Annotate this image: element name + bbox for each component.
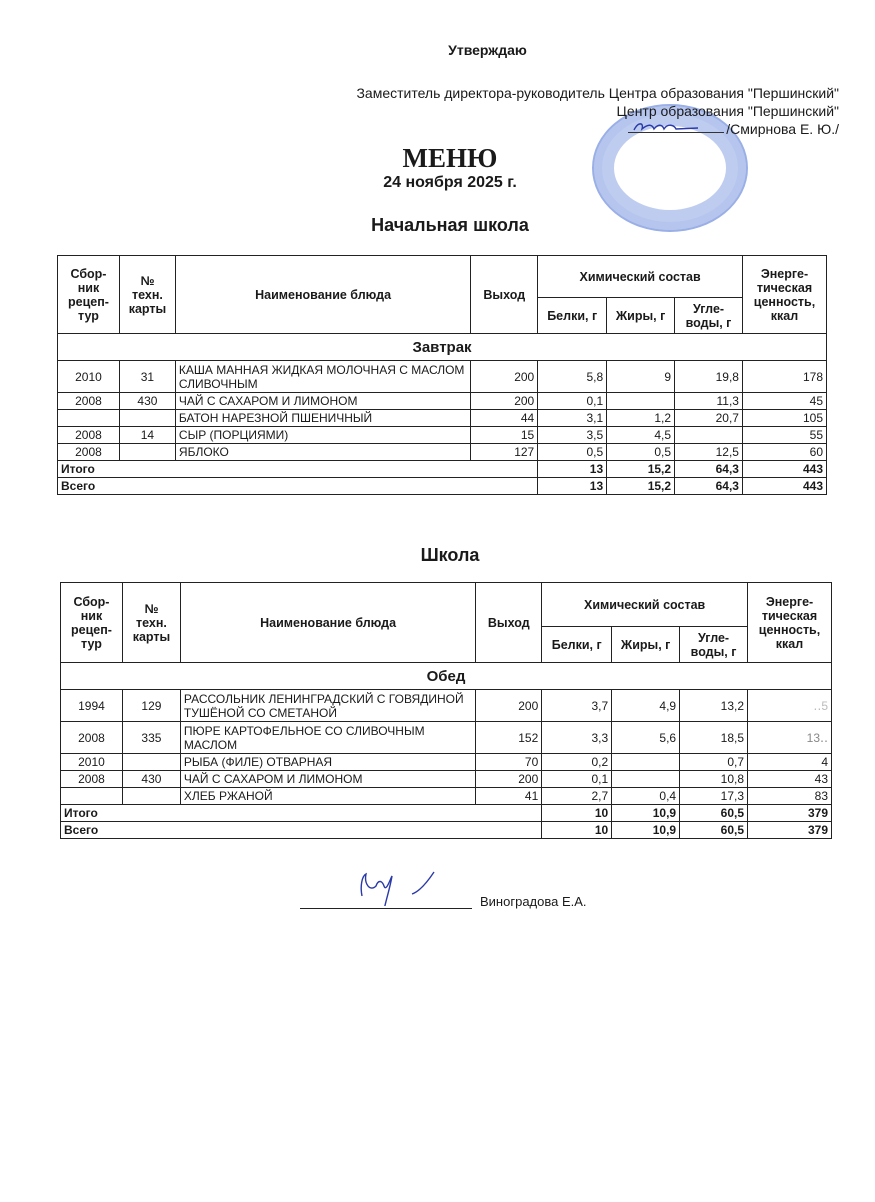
col-protein: Белки, г [542, 627, 612, 663]
approve-label: Утверждаю [448, 42, 527, 58]
signer-name: Виноградова Е.А. [480, 894, 587, 909]
meal-header: Завтрак [58, 334, 827, 361]
col-card: № техн. карты [119, 256, 175, 334]
col-energy: Энерге- тическая ценность, ккал [742, 256, 826, 334]
total-row-itogo: Итого 10 10,9 60,5 379 [61, 805, 832, 822]
table-row: 2008 430 ЧАЙ С САХАРОМ И ЛИМОНОМ 200 0,1 11,3 45 [58, 393, 827, 410]
table-row: 2008 430 ЧАЙ С САХАРОМ И ЛИМОНОМ 200 0,1 10,8 43 [61, 771, 832, 788]
col-dish-name: Наименование блюда [180, 583, 475, 663]
col-fat: Жиры, г [607, 298, 675, 334]
col-carbs: Угле- воды, г [680, 627, 748, 663]
col-chem: Химический состав [542, 583, 748, 627]
col-energy: Энерге- тическая ценность, ккал [748, 583, 832, 663]
footer-signature [300, 888, 600, 909]
table-row: 2008 335 ПЮРЕ КАРТОФЕЛЬНОЕ СО СЛИВОЧНЫМ МАСЛОМ 152 3,3 5,6 18,5 13‥ [61, 722, 832, 754]
col-dish-name: Наименование блюда [175, 256, 470, 334]
table-row: 1994 129 РАССОЛЬНИК ЛЕНИНГРАДСКИЙ С ГОВЯДИНОЙ ТУШЁНОЙ СО СМЕТАНОЙ 200 3,7 4,9 13,2 ‥5 [61, 690, 832, 722]
document-title: МЕНЮ [402, 143, 498, 173]
signature-line [628, 120, 724, 133]
section-title-school: Школа [420, 545, 480, 565]
total-row-itogo: Итого 13 15,2 64,3 443 [58, 461, 827, 478]
approver-block [356, 84, 839, 138]
signature-line [300, 888, 472, 909]
table-row: ХЛЕБ РЖАНОЙ 41 2,7 0,4 17,3 83 [61, 788, 832, 805]
col-collection: Сбор- ник рецеп- тур [61, 583, 123, 663]
col-output: Выход [471, 256, 538, 334]
table-row: 2008 ЯБЛОКО 127 0,5 0,5 12,5 60 [58, 444, 827, 461]
total-row-vsego: Всего 13 15,2 64,3 443 [58, 478, 827, 495]
col-chem: Химический состав [538, 256, 743, 298]
col-fat: Жиры, г [612, 627, 680, 663]
col-carbs: Угле- воды, г [675, 298, 743, 334]
col-collection: Сбор- ник рецеп- тур [58, 256, 120, 334]
col-card: № техн. карты [122, 583, 180, 663]
approver-org: Центр образования "Першинский" [616, 103, 839, 119]
total-row-vsego: Всего 10 10,9 60,5 379 [61, 822, 832, 839]
col-protein: Белки, г [538, 298, 607, 334]
section-title-primary-school: Начальная школа [371, 215, 529, 235]
signature-icon [628, 120, 724, 134]
col-output: Выход [476, 583, 542, 663]
approver-position: Заместитель директора-руководитель Центра образования "Першинский" [356, 85, 839, 101]
table-row: БАТОН НАРЕЗНОЙ ПШЕНИЧНЫЙ 44 3,1 1,2 20,7 105 [58, 410, 827, 427]
approver-name: /Смирнова Е. Ю./ [726, 121, 839, 137]
menu-table-school [60, 582, 832, 839]
menu-table-primary-school [57, 255, 827, 495]
signature-icon [300, 866, 472, 906]
table-row: 2008 14 СЫР (ПОРЦИЯМИ) 15 3,5 4,5 55 [58, 427, 827, 444]
table-row: 2010 31 КАША МАННАЯ ЖИДКАЯ МОЛОЧНАЯ С МАСЛОМ СЛИВОЧНЫМ 200 5,8 9 19,8 178 [58, 361, 827, 393]
approver-signature-line [356, 120, 839, 138]
meal-header: Обед [61, 663, 832, 690]
document-date: 24 ноября 2025 г. [383, 174, 517, 191]
table-row: 2010 РЫБА (ФИЛЕ) ОТВАРНАЯ 70 0,2 0,7 4 [61, 754, 832, 771]
